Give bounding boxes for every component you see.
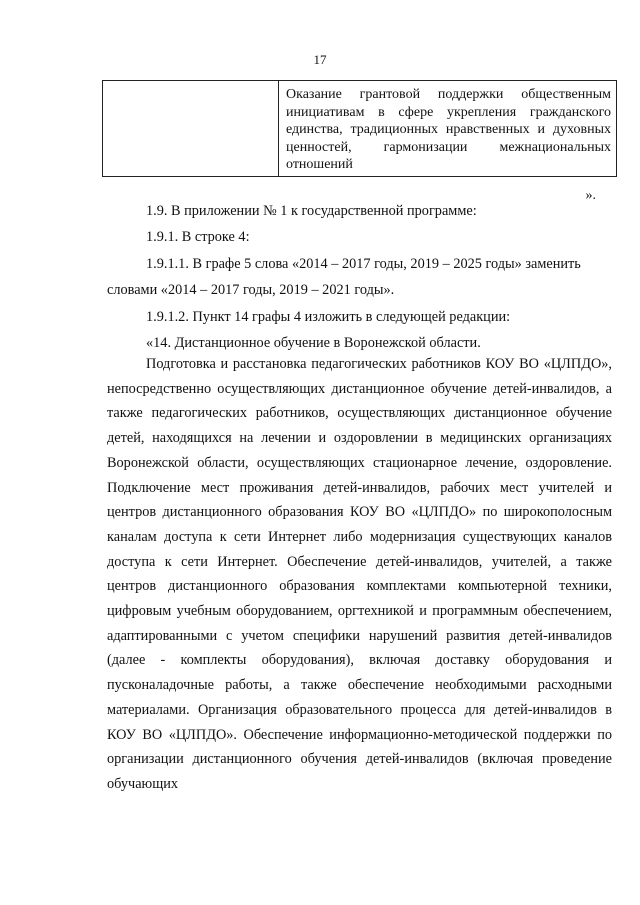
page-number: 17	[313, 52, 327, 67]
paragraph-1-9-1-1: 1.9.1.1. В графе 5 слова «2014 – 2017 годы, 2019 – 2025 годы» заменить	[146, 256, 581, 272]
paragraph-1-9-1-1-continued: словами «2014 – 2017 годы, 2019 – 2021 годы».	[107, 282, 395, 298]
table-cell-text: Оказание грантовой поддержки общественным инициативам в сфере укрепления гражданского единства, традиционных нравственных и духовных ценностей, гармонизации межнациональных отношений	[286, 87, 611, 172]
paragraph-item-14: «14. Дистанционное обучение в Воронежской области.	[146, 335, 481, 351]
closing-quote: ».	[585, 188, 596, 203]
paragraph-1-9-1: 1.9.1. В строке 4:	[146, 229, 250, 245]
table-fragment	[102, 80, 617, 177]
table-column-divider	[278, 81, 279, 176]
body-text: Подготовка и расстановка педагогических работников КОУ ВО «ЦЛПДО», непосредственно осуществляющих дистанционное обучение детей-инвалидов, а также педагогических работников, осуществляющих дистанционное обучение детей, находящихся на лечении и оздоровлении в медицинских организациях Воронежской области, осуществляющих стационарное лечение, оздоровление. Подключение мест проживания детей-инвалидов, рабочих мест учителей и центров дистанционного образования КОУ ВО «ЦЛПДО» по широкополосным каналам доступа к сети Интернет либо модернизация существующих каналов доступа к сети Интернет. Обеспечение детей-инвалидов, учителей, а также центров дистанционного образования комплектами компьютерной техники, цифровым учебным оборудованием, оргтехникой и программным обеспечением, адаптированными с учетом специфики нарушений развития детей-инвалидов (далее - комплекты оборудования), включая доставку оборудования и пусконаладочные работы, а также обеспечение необходимыми расходными материалами. Организация образовательного процесса для детей-инвалидов в КОУ ВО «ЦЛПДО». Обеспечение информационно-методической поддержки по организации дистанционного обучения детей-инвалидов (включая проведение обучающих	[107, 356, 612, 792]
paragraph-1-9: 1.9. В приложении № 1 к государственной программе:	[146, 203, 477, 219]
paragraph-1-9-1-2: 1.9.1.2. Пункт 14 графы 4 изложить в следующей редакции:	[146, 309, 511, 325]
